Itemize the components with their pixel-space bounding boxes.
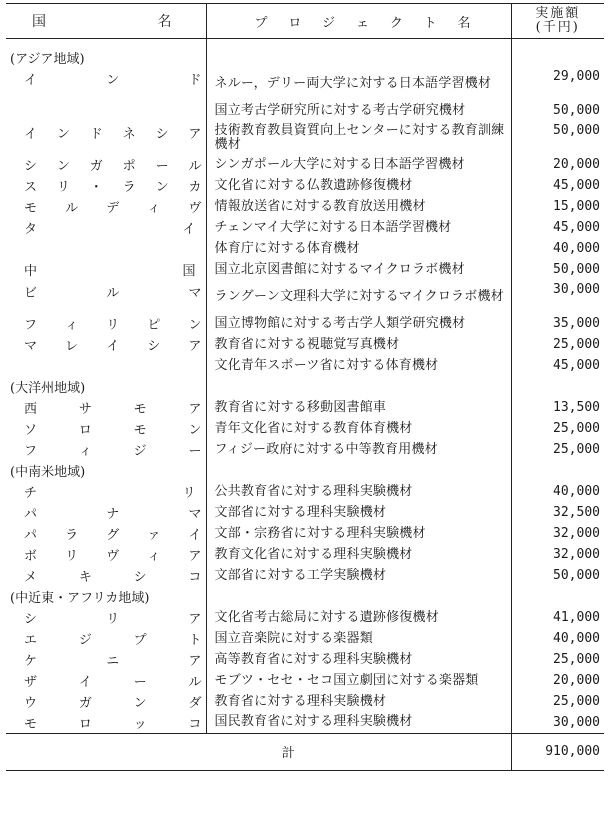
total-label: 計 bbox=[6, 733, 511, 770]
country-cell bbox=[6, 355, 206, 376]
country-name-char: フ bbox=[24, 444, 38, 459]
project-header-char: 名 bbox=[457, 15, 471, 31]
country-name-char: ニ bbox=[106, 654, 120, 669]
amount-value: 50,000 bbox=[553, 123, 600, 138]
country-name bbox=[24, 503, 202, 522]
project-row bbox=[6, 418, 604, 439]
country-name-char: ボ bbox=[24, 549, 38, 564]
country-name-char: ヴ bbox=[106, 549, 120, 564]
amount-value: 25,000 bbox=[553, 694, 600, 709]
project-row bbox=[6, 649, 604, 670]
project-cell-empty bbox=[206, 39, 511, 68]
country-cell bbox=[6, 649, 206, 670]
project-row bbox=[6, 544, 604, 565]
country-name-char: ラ bbox=[65, 528, 79, 543]
grant-table-page bbox=[6, 3, 604, 820]
country-name-char: シ bbox=[155, 127, 169, 142]
project-name: 文部・宗務省に対する理科実験機材 bbox=[206, 523, 511, 544]
country-name-char: ス bbox=[24, 180, 38, 195]
country-cell bbox=[6, 565, 206, 586]
region-label: (中南米地域) bbox=[6, 460, 206, 481]
amount-value: 25,000 bbox=[553, 337, 600, 352]
project-name: 教育省に対する理科実験機材 bbox=[206, 691, 511, 712]
country-name-char: ナ bbox=[106, 507, 120, 522]
country-header-char: 名 bbox=[157, 14, 172, 30]
project-name: 文化青年スポーツ省に対する体育機材 bbox=[206, 355, 511, 376]
project-name: 国立博物館に対する考古学人類学研究機材 bbox=[206, 313, 511, 334]
country-name-char: レ bbox=[65, 339, 79, 354]
amount-column-header bbox=[511, 4, 604, 39]
project-row bbox=[6, 154, 604, 175]
project-row bbox=[6, 280, 604, 313]
country-name-char: ロ bbox=[78, 716, 92, 732]
amount-value: 40,000 bbox=[553, 631, 600, 646]
country-name-char: ア bbox=[188, 549, 202, 564]
country-name-char: モ bbox=[24, 201, 38, 216]
country-name bbox=[24, 398, 202, 417]
country-name-char: ィ bbox=[78, 444, 92, 459]
project-row bbox=[6, 691, 604, 712]
project-row bbox=[6, 523, 604, 544]
country-name-char: ジ bbox=[133, 444, 147, 459]
country-name-char: メ bbox=[24, 570, 38, 585]
country-name-char: ジ bbox=[78, 633, 92, 648]
project-name: 文部省に対する理科実験機材 bbox=[206, 502, 511, 523]
country-name bbox=[24, 197, 202, 216]
amount-value: 45,000 bbox=[553, 220, 600, 235]
country-cell bbox=[6, 523, 206, 544]
country-name-char: グ bbox=[106, 528, 120, 543]
project-row bbox=[6, 502, 604, 523]
country-name-char: ィ bbox=[65, 318, 79, 333]
project-name: 文化省に対する仏教遺跡修復機材 bbox=[206, 175, 511, 196]
country-column-header bbox=[6, 4, 206, 39]
amount-value: 25,000 bbox=[553, 421, 600, 436]
country-name-char: ラ bbox=[122, 180, 136, 195]
country-name-char: ウ bbox=[24, 696, 38, 711]
project-name: シンガポール大学に対する日本語学習機材 bbox=[206, 154, 511, 175]
country-name bbox=[24, 218, 202, 237]
project-name: 国民教育省に対する理科実験機材 bbox=[206, 712, 511, 733]
country-cell bbox=[6, 418, 206, 439]
amount-cell-empty bbox=[511, 586, 604, 607]
country-cell bbox=[6, 154, 206, 175]
region-header-row bbox=[6, 39, 604, 68]
country-name-char: イ bbox=[182, 222, 196, 237]
country-cell bbox=[6, 67, 206, 100]
amount-value: 20,000 bbox=[553, 157, 600, 172]
project-row bbox=[6, 259, 604, 280]
country-name-char: イ bbox=[24, 127, 38, 142]
country-name-char: ダ bbox=[188, 696, 202, 711]
project-header-char: プ bbox=[254, 15, 268, 31]
country-name-char: ァ bbox=[147, 528, 161, 543]
project-name: 国立考古学研究所に対する考古学研究機材 bbox=[206, 100, 511, 121]
country-name-char: ピ bbox=[147, 318, 161, 333]
project-row bbox=[6, 313, 604, 334]
country-name-char: パ bbox=[24, 507, 38, 522]
country-name-char: ド bbox=[89, 127, 103, 142]
project-name: 文化省考古総局に対する遺跡修復機材 bbox=[206, 607, 511, 628]
country-cell bbox=[6, 217, 206, 238]
country-cell bbox=[6, 100, 206, 121]
country-name-char: ー bbox=[188, 444, 202, 459]
country-name-char: リ bbox=[56, 180, 70, 195]
project-header-char: ク bbox=[389, 15, 403, 31]
region-header-row bbox=[6, 376, 604, 397]
country-name bbox=[24, 566, 202, 585]
country-name-char: ア bbox=[188, 654, 202, 669]
country-name-char: 中 bbox=[24, 264, 38, 279]
country-name-char: ー bbox=[155, 159, 169, 174]
project-name: チェンマイ大学に対する日本語学習機材 bbox=[206, 217, 511, 238]
project-name: ラングーン文理科大学に対するマイクロラボ機材 bbox=[206, 280, 511, 313]
amount-value: 30,000 bbox=[553, 282, 600, 297]
country-cell bbox=[6, 439, 206, 460]
country-header-char: 国 bbox=[32, 14, 46, 30]
country-cell bbox=[6, 175, 206, 196]
country-name-char: リ bbox=[65, 549, 79, 564]
country-name bbox=[24, 440, 202, 459]
country-cell bbox=[6, 334, 206, 355]
country-name bbox=[24, 671, 202, 690]
project-cell-empty bbox=[206, 376, 511, 397]
region-label: (中近東・アフリカ地域) bbox=[6, 586, 206, 607]
amount-value: 32,000 bbox=[553, 547, 600, 562]
country-name bbox=[24, 650, 202, 669]
country-name-char: ネ bbox=[122, 127, 136, 142]
country-name-char: リ bbox=[106, 318, 120, 333]
project-row bbox=[6, 628, 604, 649]
country-name-char: イ bbox=[24, 73, 38, 88]
project-name: 教育省に対する移動図書館車 bbox=[206, 397, 511, 418]
country-name-char: シ bbox=[133, 570, 147, 585]
country-name-char: ア bbox=[188, 339, 202, 354]
country-name-char: フ bbox=[24, 318, 38, 333]
country-name-char: コ bbox=[188, 570, 202, 585]
amount-value: 45,000 bbox=[553, 178, 600, 193]
project-row bbox=[6, 607, 604, 628]
country-name bbox=[24, 69, 202, 88]
project-name: モブツ・セセ・セコ国立劇団に対する楽器類 bbox=[206, 670, 511, 691]
amount-value: 25,000 bbox=[553, 442, 600, 457]
amount-value: 35,000 bbox=[553, 316, 600, 331]
country-name-char: プ bbox=[133, 633, 147, 648]
country-name-char: ル bbox=[188, 675, 202, 690]
country-name-char: ン bbox=[188, 423, 202, 438]
country-name bbox=[24, 282, 202, 301]
country-name-char: ィ bbox=[147, 549, 161, 564]
project-row bbox=[6, 670, 604, 691]
project-name: 国立北京図書館に対するマイクロラボ機材 bbox=[206, 259, 511, 280]
country-name-char: ソ bbox=[24, 423, 38, 438]
country-name bbox=[24, 260, 202, 279]
country-name bbox=[24, 155, 202, 174]
project-row bbox=[6, 712, 604, 733]
country-name-char: ド bbox=[188, 73, 202, 88]
amount-value: 25,000 bbox=[553, 652, 600, 667]
country-name-char: ン bbox=[106, 73, 120, 88]
country-name-char: モ bbox=[133, 402, 147, 417]
amount-value: 20,000 bbox=[553, 673, 600, 688]
country-name bbox=[24, 524, 202, 543]
country-cell bbox=[6, 259, 206, 280]
amount-value: 32,000 bbox=[553, 526, 600, 541]
grant-projects-table bbox=[6, 3, 604, 771]
amount-cell-empty bbox=[511, 376, 604, 397]
project-name: フィジー政府に対する中等教育用機材 bbox=[206, 439, 511, 460]
amount-cell-empty bbox=[511, 39, 604, 68]
region-header-row bbox=[6, 586, 604, 607]
country-name-char: ザ bbox=[24, 675, 38, 690]
country-name-char: リ bbox=[182, 486, 196, 501]
amount-value: 32,500 bbox=[553, 505, 600, 520]
project-header-char: ロ bbox=[288, 15, 302, 31]
table-header-row bbox=[6, 4, 604, 39]
country-name-char: 国 bbox=[182, 264, 196, 279]
country-name-char: ル bbox=[106, 286, 120, 301]
project-name: 国立音楽院に対する楽器類 bbox=[206, 628, 511, 649]
country-cell bbox=[6, 670, 206, 691]
country-name-char: ッ bbox=[133, 716, 147, 732]
amount-value: 40,000 bbox=[553, 484, 600, 499]
country-name-char: カ bbox=[188, 180, 202, 195]
project-name: 高等教育省に対する理科実験機材 bbox=[206, 649, 511, 670]
project-cell-empty bbox=[206, 586, 511, 607]
amount-value: 41,000 bbox=[553, 610, 600, 625]
country-name-char: ア bbox=[188, 612, 202, 627]
country-name-char: ン bbox=[56, 127, 70, 142]
country-cell bbox=[6, 607, 206, 628]
country-name-char: チ bbox=[24, 486, 38, 501]
project-name: 教育文化省に対する理科実験機材 bbox=[206, 544, 511, 565]
project-row bbox=[6, 100, 604, 121]
country-name-char: ン bbox=[133, 696, 147, 711]
country-name-char: イ bbox=[78, 675, 92, 690]
country-cell bbox=[6, 313, 206, 334]
country-name-char: ン bbox=[188, 318, 202, 333]
project-name: 情報放送省に対する教育放送用機材 bbox=[206, 196, 511, 217]
country-name-char: キ bbox=[78, 570, 92, 585]
country-cell bbox=[6, 238, 206, 259]
country-name-char: ル bbox=[65, 201, 79, 216]
country-name bbox=[24, 713, 202, 732]
country-name-char: タ bbox=[24, 222, 38, 237]
country-name-char: ト bbox=[188, 633, 202, 648]
project-row bbox=[6, 196, 604, 217]
country-name-char: ン bbox=[56, 159, 70, 174]
country-name-char: ー bbox=[133, 675, 147, 690]
amount-value: 29,000 bbox=[553, 69, 600, 84]
project-name: 青年文化省に対する教育体育機材 bbox=[206, 418, 511, 439]
country-name-char: デ bbox=[106, 201, 120, 216]
country-name-char: リ bbox=[106, 612, 120, 627]
amount-value: 40,000 bbox=[553, 241, 600, 256]
country-name bbox=[24, 629, 202, 648]
project-row bbox=[6, 355, 604, 376]
country-name-char: シ bbox=[24, 612, 38, 627]
project-row bbox=[6, 397, 604, 418]
country-name-char: ン bbox=[155, 180, 169, 195]
country-cell bbox=[6, 544, 206, 565]
country-name-char: ロ bbox=[78, 423, 92, 438]
project-cell-empty bbox=[206, 460, 511, 481]
country-cell bbox=[6, 502, 206, 523]
country-name-char: ル bbox=[188, 159, 202, 174]
country-cell bbox=[6, 712, 206, 733]
region-label: (アジア地域) bbox=[6, 39, 206, 68]
project-header-char: ェ bbox=[355, 15, 369, 31]
project-column-header bbox=[206, 4, 511, 39]
amount-value: 45,000 bbox=[553, 358, 600, 373]
country-name-char: ビ bbox=[24, 286, 38, 301]
amount-value: 50,000 bbox=[553, 262, 600, 277]
country-name bbox=[24, 314, 202, 333]
country-name bbox=[24, 482, 202, 501]
country-name-char: ィ bbox=[147, 201, 161, 216]
country-name bbox=[24, 608, 202, 627]
project-name: 公共教育省に対する理科実験機材 bbox=[206, 481, 511, 502]
project-name: 技術教育教員資質向上センターに対する教育訓練機材 bbox=[206, 121, 511, 154]
country-name-char: シ bbox=[24, 159, 38, 174]
country-name bbox=[24, 123, 202, 142]
country-cell bbox=[6, 280, 206, 313]
country-name bbox=[24, 335, 202, 354]
project-row bbox=[6, 481, 604, 502]
total-row bbox=[6, 733, 604, 770]
country-name-char: シ bbox=[147, 339, 161, 354]
project-name: 体育庁に対する体育機材 bbox=[206, 238, 511, 259]
project-header-char: ジ bbox=[322, 15, 336, 31]
project-name: 文部省に対する工学実験機材 bbox=[206, 565, 511, 586]
country-name-char: モ bbox=[24, 716, 38, 732]
country-name-char: 西 bbox=[24, 402, 38, 417]
project-row bbox=[6, 121, 604, 154]
total-amount: 910,000 bbox=[511, 733, 604, 770]
region-header-row bbox=[6, 460, 604, 481]
project-name: 教育省に対する視聴覚写真機材 bbox=[206, 334, 511, 355]
country-name-char: イ bbox=[188, 528, 202, 543]
project-row bbox=[6, 334, 604, 355]
project-name: ネルー，デリー両大学に対する日本語学習機材 bbox=[206, 67, 511, 100]
amount-value: 50,000 bbox=[553, 103, 600, 118]
country-name-char: エ bbox=[24, 633, 38, 648]
country-name-char: マ bbox=[188, 286, 202, 301]
project-row bbox=[6, 439, 604, 460]
country-name bbox=[24, 176, 202, 195]
country-cell bbox=[6, 196, 206, 217]
project-row bbox=[6, 175, 604, 196]
country-name-char: ア bbox=[188, 127, 202, 142]
amount-value: 15,000 bbox=[553, 199, 600, 214]
country-name-char: サ bbox=[78, 402, 92, 417]
country-name-char: ケ bbox=[24, 654, 38, 669]
country-cell bbox=[6, 481, 206, 502]
amount-value: 50,000 bbox=[553, 568, 600, 583]
country-name-char: マ bbox=[188, 507, 202, 522]
project-row bbox=[6, 565, 604, 586]
project-row bbox=[6, 217, 604, 238]
country-name-char: ポ bbox=[122, 159, 136, 174]
country-name-char: ・ bbox=[89, 180, 103, 195]
country-name-char: イ bbox=[106, 339, 120, 354]
country-name-char: ヴ bbox=[188, 201, 202, 216]
amount-cell-empty bbox=[511, 460, 604, 481]
country-name-char: ア bbox=[188, 402, 202, 417]
amount-header-label: 実施額 bbox=[535, 6, 581, 21]
amount-header-unit: (千円) bbox=[535, 20, 580, 35]
country-name-char: コ bbox=[188, 716, 202, 732]
country-name-char: モ bbox=[133, 423, 147, 438]
project-header-char: ト bbox=[423, 15, 437, 31]
amount-value: 13,500 bbox=[553, 400, 600, 415]
region-label: (大洋州地域) bbox=[6, 376, 206, 397]
country-name bbox=[24, 419, 202, 438]
country-cell bbox=[6, 691, 206, 712]
country-name-char: パ bbox=[24, 528, 38, 543]
country-cell bbox=[6, 397, 206, 418]
country-cell bbox=[6, 121, 206, 154]
country-cell bbox=[6, 628, 206, 649]
project-row bbox=[6, 67, 604, 100]
country-name bbox=[24, 545, 202, 564]
amount-value: 30,000 bbox=[553, 714, 600, 730]
country-name-char: マ bbox=[24, 339, 38, 354]
country-name bbox=[24, 692, 202, 711]
country-name-char: ガ bbox=[78, 696, 92, 711]
project-row bbox=[6, 238, 604, 259]
country-name-char: ガ bbox=[89, 159, 103, 174]
